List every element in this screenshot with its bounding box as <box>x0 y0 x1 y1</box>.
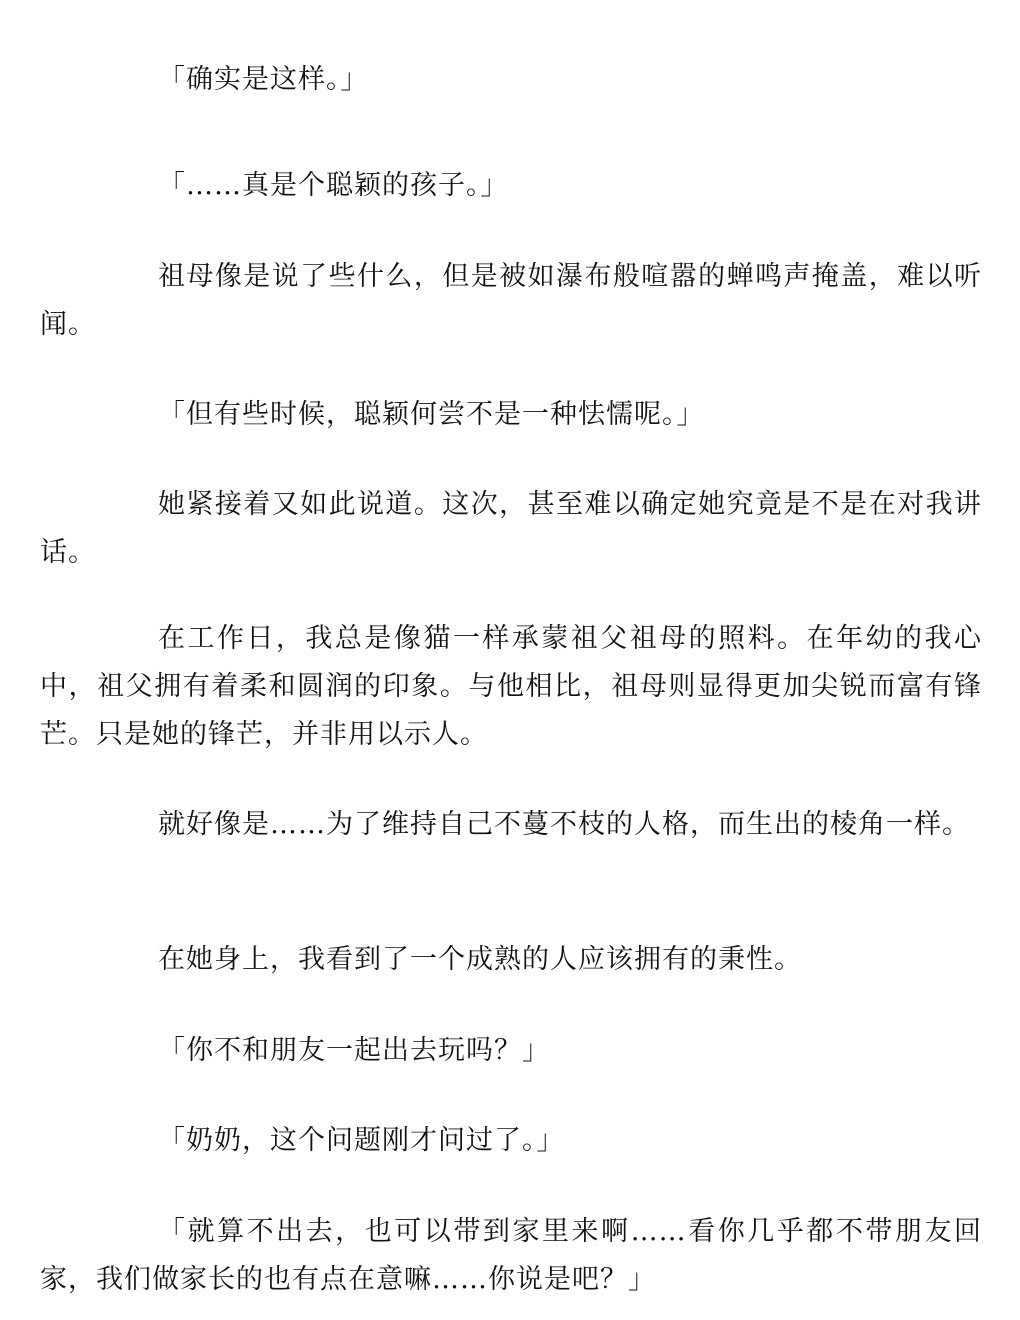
paragraph-1: 「确实是这样。」 <box>158 64 369 95</box>
paragraph-8: 在她身上，我看到了一个成熟的人应该拥有的秉性。 <box>158 944 802 975</box>
paragraph-3: 祖母像是说了些什么，但是被如瀑布般喧嚣的蝉鸣声掩盖，难以听闻。 <box>40 261 982 340</box>
paragraph-11: 「就算不出去，也可以带到家里来啊……看你几乎都不带朋友回家，我们做家长的也有点在意嘛……你说是吧？」 <box>40 1216 982 1295</box>
paragraph-4: 「但有些时候，聪颖何尝不是一种怯懦呢。」 <box>158 399 705 430</box>
paragraph-6: 在工作日，我总是像猫一样承蒙祖父祖母的照料。在年幼的我心中，祖父拥有着柔和圆润的印象。与他相比，祖母则显得更加尖锐而富有锋芒。只是她的锋芒，并非用以示人。 <box>40 623 982 750</box>
paragraph-7: 就好像是……为了维持自己不蔓不枝的人格，而生出的棱角一样。 <box>158 809 970 840</box>
paragraph-9: 「你不和朋友一起出去玩吗？」 <box>158 1035 550 1066</box>
paragraph-5: 她紧接着又如此说道。这次，甚至难以确定她究竟是不是在对我讲话。 <box>40 489 982 568</box>
paragraph-10: 「奶奶，这个问题刚才问过了。」 <box>158 1125 565 1156</box>
paragraph-2: 「……真是个聪颖的孩子。」 <box>158 170 509 201</box>
